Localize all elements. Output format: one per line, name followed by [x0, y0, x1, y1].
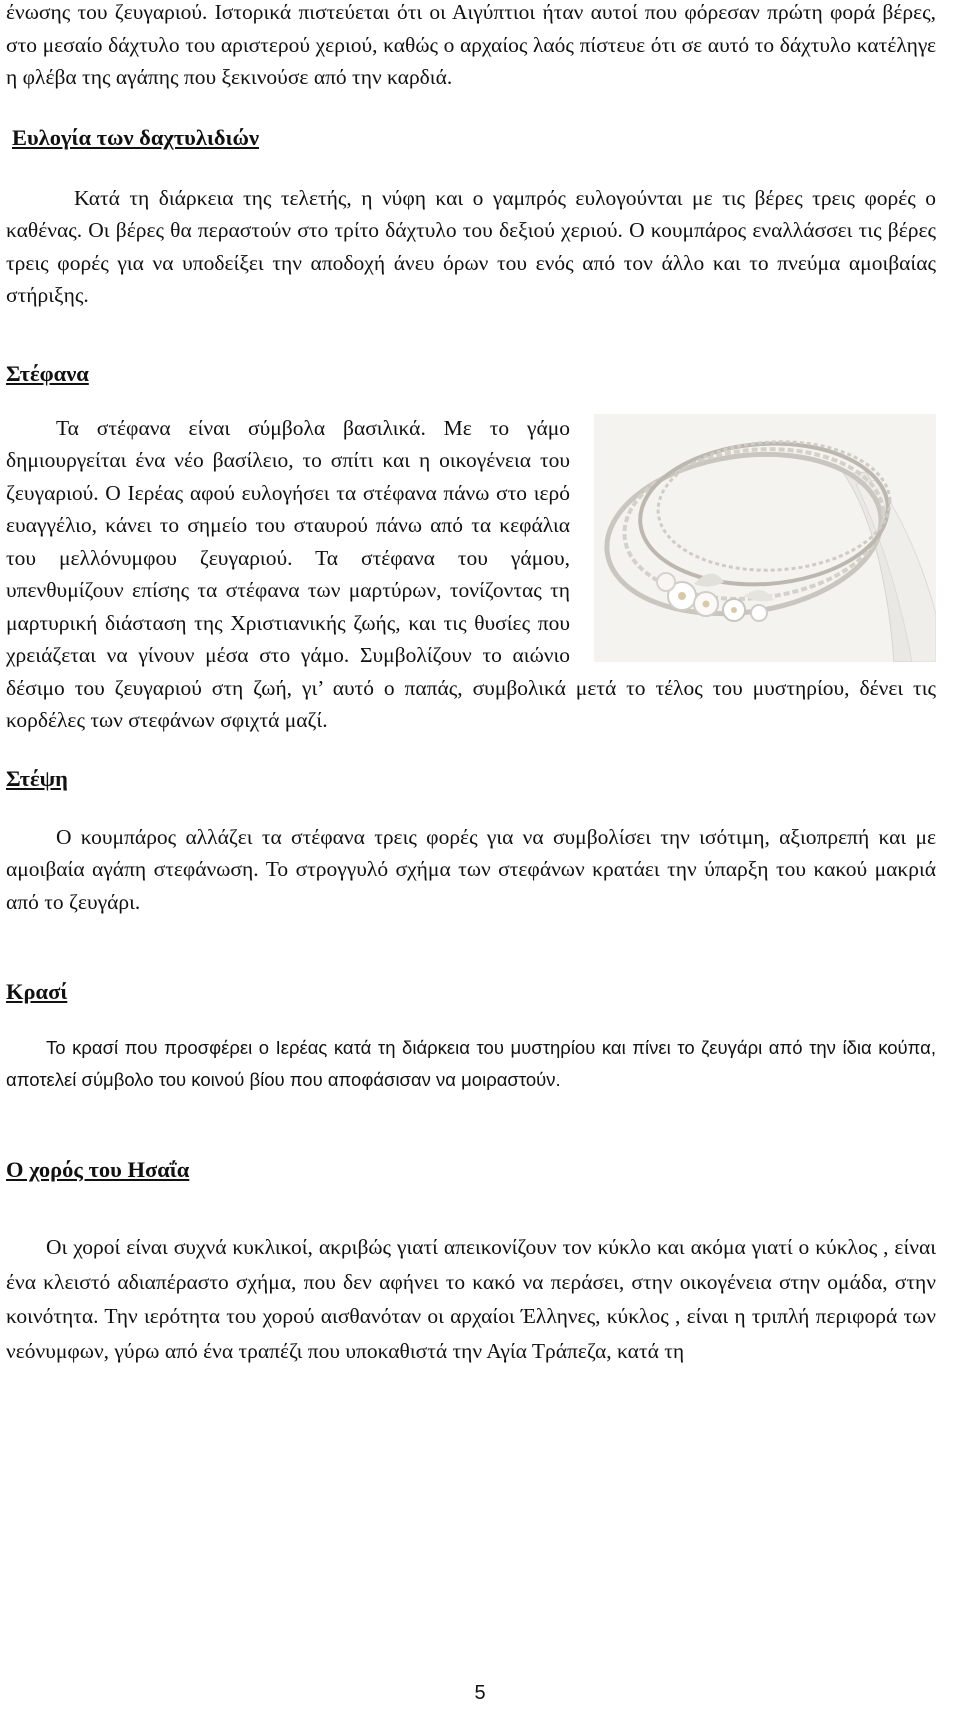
document-page	[6, 0, 936, 1368]
crowns-section	[6, 412, 936, 737]
heading-isaiah-dance: Ο χορός του Ησαΐα	[6, 1157, 190, 1182]
ring-blessing-paragraph: Κατά τη διάρκεια της τελετής, η νύφη και ο γαμπρός ευλογούνται με τις βέρες τρεις φορές ο καθένας. Οι βέρες θα περαστούν στο τρίτο δάχτυλο του δεξιού χεριού. Ο κουμπάρος εναλλάσσει τις βέρες τρεις φορές για να υποδείξει την αποδοχή άνευ όρων του ενός από τον άλλο και το πνεύμα αμοιβαίας στήριξης.	[6, 185, 936, 307]
intro-paragraph: ένωσης του ζευγαριού. Ιστορικά πιστεύεται ότι οι Αιγύπτιοι ήταν αυτοί που φόρεσαν πρώτη φορά βέρες, στο μεσαίο δάχτυλο του αριστερού χεριού, καθώς ο αρχαίος λαός πίστευε ότι σε αυτό το δάχτυλο κατέληγε η φλέβα της αγάπης που ξεκινούσε από την καρδιά.	[6, 0, 936, 89]
isaiah-dance-paragraph: Οι χοροί είναι συχνά κυκλικοί, ακριβώς γιατί απεικονίζουν τον κύκλο και ακόμα γιατί ο κύκλος , είναι ένα κλειστό αδιαπέραστο σχήμα, που δεν αφήνει το κακό να περάσει, στην οικογένεια στην ομάδα, στην κοινότητα. Την ιερότητα του χορού αισθανόταν οι αρχαίοι Έλληνες, κύκλος , είναι η τριπλή περιφορά των νεόνυμφων, γύρω από ένα τραπέζι που υποκαθιστά την Αγία Τράπεζα, κατά τη	[6, 1235, 936, 1363]
crowns-paragraph: Τα στέφανα είναι σύμβολα βασιλικά. Με το γάμο δημιουργείται ένα νέο βασίλειο, το σπίτι και η οικογένεια του ζευγαριού. Ο Ιερέας αφού ευλογήσει τα στέφανα πάνω στο ιερό ευαγγέλιο, κάνει το σημείο του σταυρού πάνω από τα κεφάλια του μελλόνυμφου ζευγαριού. Τα στέφανα του γάμου, υπενθυμίζουν επίσης τα στέφανα των μαρτύρων, τονίζοντας τη μαρτυρική διάσταση της Χριστιανικής ζωής, και τις θυσίες που χρειάζεται να γίνουν μέσα στο γάμο. Συμβολίζουν το αιώνιο δέσιμο του ζευγαριού στη ζωή, γι’ αυτό ο παπάς, συμβολικά μετά το τέλος του μυστηρίου, δένει τις κορδέλες των στεφάνων σφιχτά μαζί.	[6, 415, 936, 732]
heading-crowning: Στέψη	[6, 765, 68, 791]
page-number: 5	[474, 1682, 486, 1704]
heading-wine: Κρασί	[6, 979, 68, 1004]
crowning-paragraph: Ο κουμπάρος αλλάζει τα στέφανα τρεις φορές για να συμβολίσει την ισότιμη, αξιοπρεπή και με αμοιβαία αγάπη στεφάνωση. Το στρογγυλό σχήμα των στεφάνων κρατάει την ύπαρξη του κακού μακριά από το ζευγάρι.	[6, 824, 936, 914]
heading-ring-blessing: Ευλογία των δαχτυλιδιών	[12, 124, 260, 150]
wine-paragraph: Το κρασί που προσφέρει ο Ιερέας κατά τη διάρκεια του μυστηρίου και πίνει το ζευγάρι από την ίδια κούπα, αποτελεί σύμβολο του κοινού βίου που αποφάσισαν να μοιραστούν.	[6, 1037, 936, 1090]
wedding-crowns-photo	[594, 414, 936, 662]
heading-crowns: Στέφανα	[6, 360, 89, 386]
